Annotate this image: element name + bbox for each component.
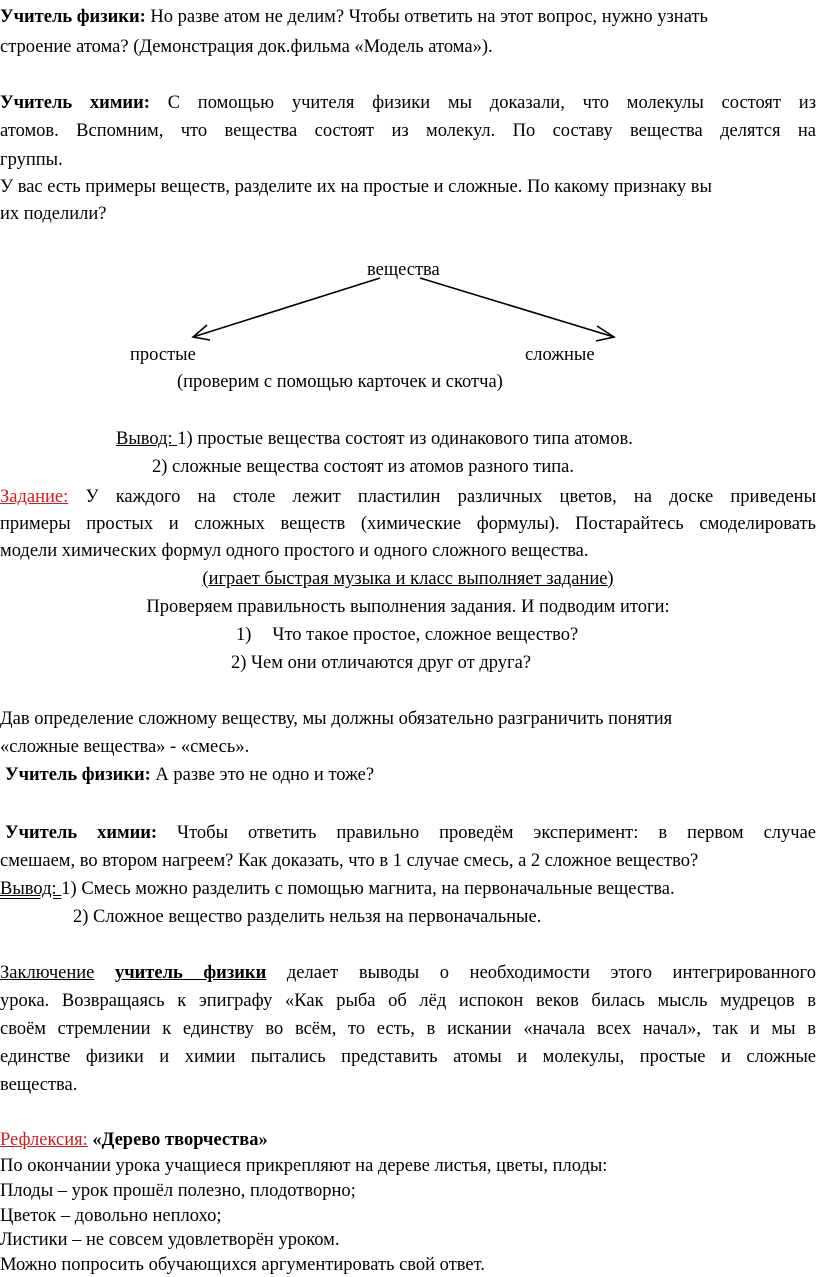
p4-line1: Учитель химии: Чтобы ответить правильно проведём эксперимент: в первом случае bbox=[5, 823, 816, 843]
final-label: Заключение bbox=[0, 963, 95, 983]
question-1: 1) Что такое простое, сложное вещество? bbox=[236, 625, 579, 645]
p1-line1: Учитель физики: Но разве атом не делим? Чтобы ответить на этот вопрос, нужно узнать bbox=[0, 7, 708, 27]
task-check: Проверяем правильность выполнения задания. И подводим итоги: bbox=[146, 597, 670, 617]
final-line1: Заключение учитель физики делает выводы о необходимости этого интегрированного bbox=[0, 963, 816, 983]
conclusion1-line1: Вывод: 1) простые вещества состоят из одинакового типа атомов. bbox=[116, 429, 633, 449]
p2-line4: У вас есть примеры веществ, разделите их на простые и сложные. По какому признаку вы bbox=[0, 177, 712, 197]
final-line4: единстве физики и химии пытались представить атомы и молекулы, простые и сложные bbox=[0, 1047, 816, 1067]
final-line2: урока. Возвращаясь к эпиграфу «Как рыба об лёд испокон веков билась мысль мудрецов в bbox=[0, 991, 816, 1011]
final-speaker: учитель физики bbox=[114, 963, 267, 983]
reflection-line4: Листики – не совсем удовлетворён уроком. bbox=[0, 1230, 340, 1250]
speaker-chemistry: Учитель химии: bbox=[0, 93, 150, 113]
diagram-right: сложные bbox=[525, 345, 595, 365]
reflection-label: Рефлексия: bbox=[0, 1130, 88, 1150]
diagram-arrows bbox=[0, 0, 816, 400]
p2-line3: группы. bbox=[0, 150, 63, 170]
arrow-left bbox=[193, 278, 380, 337]
p1-line2: строение атома? (Демонстрация док.фильма «Модель атома»). bbox=[0, 37, 493, 57]
reflection-line3: Цветок – довольно неплохо; bbox=[0, 1206, 222, 1226]
reflection-line2: Плоды – урок прошёл полезно, плодотворно; bbox=[0, 1181, 356, 1201]
conclusion2-label: Вывод: bbox=[0, 879, 62, 899]
diagram-note: (проверим с помощью карточек и скотча) bbox=[177, 372, 503, 392]
conclusion2-line1: Вывод: 1) Смесь можно разделить с помощью магнита, на первоначальные вещества. bbox=[0, 879, 675, 899]
arrow-right bbox=[420, 278, 614, 337]
conclusion-label: Вывод: bbox=[116, 429, 178, 449]
question-2: 2) Чем они отличаются друг от друга? bbox=[231, 653, 532, 673]
speaker-physics: Учитель физики: bbox=[0, 7, 146, 27]
speaker-chemistry-2: Учитель химии: bbox=[5, 823, 158, 843]
p3-line3: Учитель физики: А разве это не одно и тоже? bbox=[5, 765, 375, 785]
final-line3: своём стремлении к единству во всём, то есть, в искании «начала всех начал», так и мы в bbox=[0, 1019, 816, 1039]
reflection-header bbox=[0, 1129, 268, 1151]
p2-line2: атомов. Вспомним, что вещества состоят из молекул. По составу вещества делятся на bbox=[0, 121, 816, 141]
conclusion1-line2: 2) сложные вещества состоят из атомов разного типа. bbox=[152, 457, 574, 477]
final-line5: вещества. bbox=[0, 1075, 78, 1095]
diagram-root: вещества bbox=[367, 260, 440, 280]
diagram-left: простые bbox=[130, 345, 196, 365]
task-line3: модели химических формул одного простого и одного сложного вещества. bbox=[0, 541, 589, 561]
p4-line2: смешаем, во втором нагреем? Как доказать, что в 1 случае смесь, а 2 сложное вещество? bbox=[0, 851, 699, 871]
reflection-line1: По окончании урока учащиеся прикрепляют на дереве листья, цветы, плоды: bbox=[0, 1156, 608, 1176]
p2-line5: их поделили? bbox=[0, 204, 107, 224]
speaker-physics-2: Учитель физики: bbox=[5, 765, 151, 785]
conclusion2-line2: 2) Сложное вещество разделить нельзя на первоначальные. bbox=[73, 907, 542, 927]
task-line2: примеры простых и сложных веществ (химические формулы). Постарайтесь смоделировать bbox=[0, 514, 816, 534]
task-music: (играет быстрая музыка и класс выполняет задание) bbox=[202, 569, 614, 589]
reflection-title: «Дерево творчества» bbox=[92, 1130, 268, 1150]
reflection-line5: Можно попросить обучающихся аргументировать свой ответ. bbox=[0, 1255, 485, 1275]
task-line1: Задание: У каждого на столе лежит пластилин различных цветов, на доске приведены bbox=[0, 487, 816, 507]
p2-line1: Учитель химии: С помощью учителя физики мы доказали, что молекулы состоят из bbox=[0, 93, 816, 113]
p3-line2: «сложные вещества» - «смесь». bbox=[0, 737, 250, 757]
p3-line1: Дав определение сложному веществу, мы должны обязательно разграничить понятия bbox=[0, 709, 673, 729]
task-label: Задание: bbox=[0, 487, 69, 507]
